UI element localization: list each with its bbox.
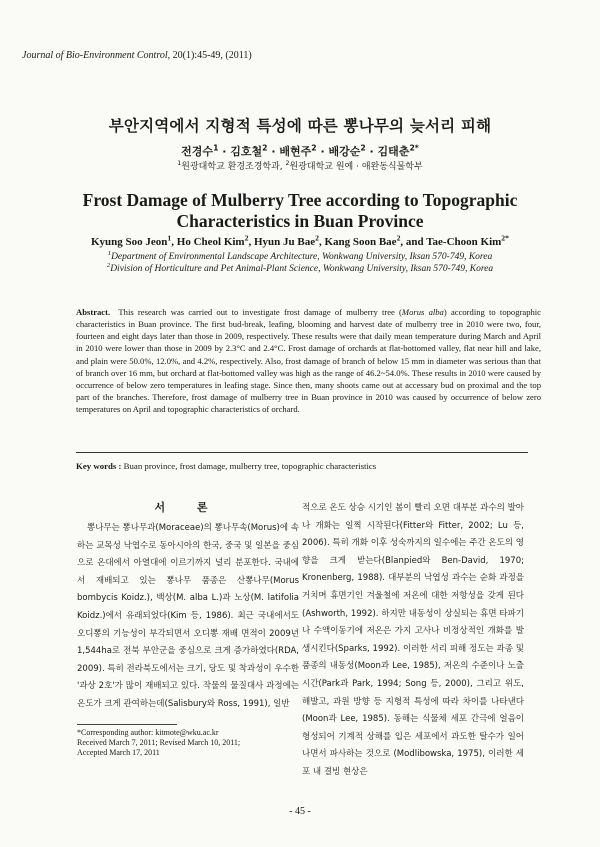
received-date: Received March 7, 2011; Revised March 10, 2011;	[77, 738, 241, 747]
english-title-line2: Characteristics in Buan Province	[176, 211, 424, 231]
body-column-right	[302, 500, 524, 782]
accepted-date: Accepted March 17, 2011	[77, 748, 160, 757]
english-authors: Kyung Soo Jeon$^1$, Ho Cheol Kim$^2$, Hyun Ju Bae$^2$, Kang Soon Bae$^2$, and Tae-Choon Kim$^{2*}$	[91, 233, 509, 248]
ko-author: 배현주$^2$	[279, 143, 317, 158]
ko-author: 전경수$^1$	[181, 143, 219, 158]
korean-affiliations: $^1$원광대학교 환경조경학과, $^2$원광대학교 원예 · 애완동식물학부	[177, 160, 423, 172]
abstract-label: Abstract.	[76, 307, 111, 317]
korean-authors: 전경수$^1$ · 김호철$^2$ · 배현주$^2$ · 배강순$^2$ · 김태춘$^{2*}$	[181, 143, 419, 158]
journal-name: Journal of Bio-Environment Control,	[22, 50, 171, 61]
abstract: Abstract. This research was carried out to investigate frost damage of mulberry tree (Morus alba) according to topographic characteristics in Buan province. The first bud-break, leafing, blooming and harvest date of mulberry tree in 2010 were two, four, fourteen and eight days later than those in 2009, respectively. These results were that daily mean temperature during March and April in 2010 were lower than those in 2009 by 2.3°C and 2.4°C. Frost damage of orchards at flat-bottomed valley, flat near hill and lake, and plain were 50.0%, 12.0%, and 4.2%, respectively. Also, frost damage of branch of below 15 mm in diameter was serious than that of branch over 16 mm, but orchard at flat-bottomed valley was high as the range of 46.2~54.0%. These results in 2010 were caused by occurrence of below zero temperatures in leafing stage. Since then, many shoots came out at accessary bud on proximal and the top part of the branches. Therefore, frost damage of mulberry tree in Buan province in 2010 was caused by occurrence of below zero temperatures on April and topographic characteristics of orchard.	[76, 307, 541, 415]
english-title-line1: Frost Damage of Mulberry Tree according to Topographic	[82, 190, 518, 210]
journal-header	[22, 50, 252, 61]
corresponding-author: *Corresponding author: kitmote@wku.ac.kr	[77, 728, 219, 737]
keywords-label: Key words :	[76, 461, 122, 471]
page-number: - 45 -	[289, 806, 311, 817]
journal-citation: 20(1):45-49, (2011)	[172, 50, 252, 61]
footnote-divider	[77, 724, 177, 725]
body-paragraph: 뽕나무는 뽕나무과(Moraceae)의 뽕나무속(Morus)에 속하는 교목성 낙엽수로 동아시아의 한국, 중국 및 일본을 중심으로 온대에서 아열대에 이르기까지 널리 분포한다. 국내에서 재배되고 있는 뽕나무 품종은 산뽕나무(Morus bombycis Koidz.), 백상(M. alba L.)과 노상(M. latifolia Koidz.)에서 유래되었다(Kim 등, 1986). 최근 국내에서도 오디뽕의 기능성이 부각되면서 오디뽕 재배 면적이 2009년 1,544ha로 전북 부안군을 중심으로 크게 증가하였다(RDA, 2009). 특히 전라북도에서는 크기, 당도 및 착과성이 우수한 '과상 2호'가 많이 재배되고 있다. 작물의 물질대사 과정에는 온도가 크게 관여하는데(Salisbury와 Ross, 1991), 일반	[77, 523, 299, 709]
keywords-text: Buan province, frost damage, mulberry tree, topographic characteristics	[123, 461, 377, 471]
section-heading-introduction: 서 론	[154, 501, 222, 514]
ko-author: 김호철$^2$	[230, 143, 268, 158]
keywords	[76, 461, 541, 471]
abstract-divider	[76, 452, 528, 453]
affiliation-1: $^1$Department of Environmental Landscape Architecture, Wonkwang University, Iksan 570-749, Korea	[107, 249, 493, 262]
english-title	[0, 190, 600, 232]
korean-title: 부안지역에서 지형적 특성에 따른 뽕나무의 늦서리 피해	[108, 117, 492, 135]
body-column-left	[77, 500, 299, 714]
english-affiliations	[0, 251, 600, 275]
affiliation-2: $^2$Division of Horticulture and Pet Animal-Plant Science, Wonkwang University, Iksan 570-749, Korea	[106, 261, 494, 274]
body-paragraph-continued: 적으로 온도 상승 시기인 봄이 빨리 오면 대부분 과수의 발아나 개화는 일찍 시작된다(Fitter와 Fitter, 2002; Lu 등, 2006). 특히 개화 이후 성숙까지의 일수에는 주간 온도의 영향을 크게 받는다(Blanpied와 Ben-David, 1970; Kronenberg, 1988). 대부분의 낙엽성 과수는 순화 과정을 거치며 휴면기인 겨울철에 저온에 대한 저항성을 갖게 된다(Ashworth, 1992). 하지만 내동성이 상실되는 휴면 타파기나 수액이동기에 저온은 가지 고사나 비정상적인 개화를 발생시킨다(Sparks, 1992). 이러한 서리 피해 정도는 과종 및 품종의 내동성(Moon과 Lee, 1985), 저온의 수준이나 노출 시간(Park과 Park, 1994; Song 등, 2000), 그리고 위도, 해발고, 과원 방향 등 지형적 특성에 따라 차이를 나타낸다(Moon과 Lee, 1985). 동해는 식물체 세포 간극에 얼음이 형성되어 기계적 상해를 입은 세포에서 과도한 탈수가 일어나면서 파사하는 것으로 (Modlibowska, 1975), 이러한 세포 내 결빙 현상은	[302, 503, 524, 777]
ko-author: 배강순$^2$	[328, 143, 366, 158]
ko-author: 김태춘$^{2*}$	[377, 143, 419, 158]
footnote	[77, 728, 299, 758]
